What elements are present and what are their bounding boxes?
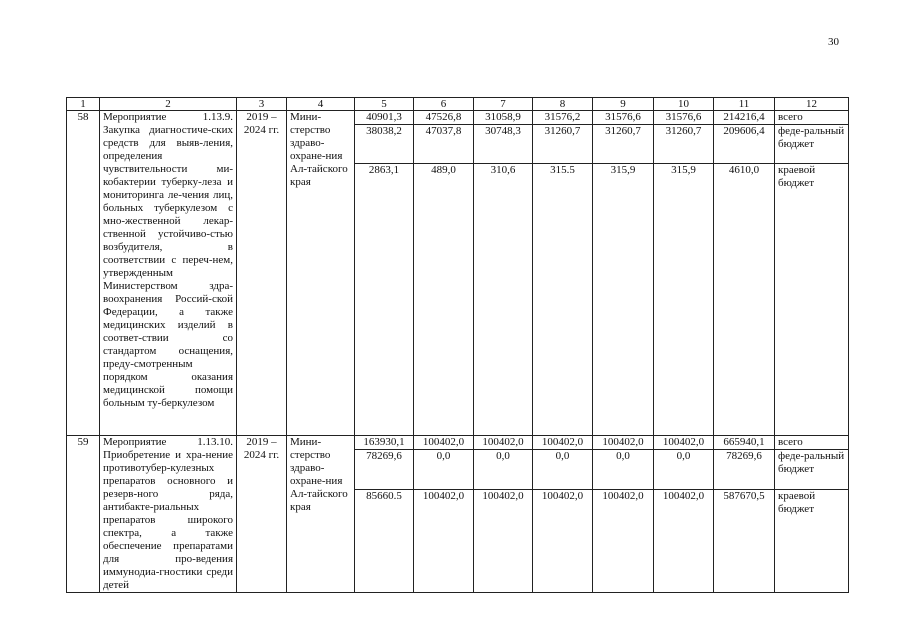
header-cell: 9 <box>593 98 654 111</box>
value-cell: 100402,0 <box>414 490 474 593</box>
header-cell: 8 <box>533 98 593 111</box>
value-cell: 31576,6 <box>593 111 654 125</box>
value-cell: 209606,4 <box>714 125 775 164</box>
value-cell: 100402,0 <box>654 436 714 450</box>
value-cell: 315,9 <box>654 164 714 436</box>
value-cell: 0,0 <box>474 450 533 490</box>
value-cell: 0,0 <box>414 450 474 490</box>
value-cell: 40901,3 <box>355 111 414 125</box>
value-cell: 0,0 <box>593 450 654 490</box>
value-cell: 163930,1 <box>355 436 414 450</box>
value-cell: 31260,7 <box>593 125 654 164</box>
header-cell: 6 <box>414 98 474 111</box>
value-cell: 489,0 <box>414 164 474 436</box>
row-number: 58 <box>67 111 100 436</box>
value-cell: 100402,0 <box>533 436 593 450</box>
value-cell: 100402,0 <box>414 436 474 450</box>
value-cell: 665940,1 <box>714 436 775 450</box>
row-number: 59 <box>67 436 100 593</box>
header-cell: 5 <box>355 98 414 111</box>
value-cell: 100402,0 <box>474 490 533 593</box>
period-cell: 2019 – 2024 гг. <box>237 111 287 436</box>
header-row <box>67 98 849 111</box>
period-cell: 2019 – 2024 гг. <box>237 436 287 593</box>
header-cell: 2 <box>100 98 237 111</box>
value-cell: 100402,0 <box>533 490 593 593</box>
value-cell: 85660.5 <box>355 490 414 593</box>
value-cell: 38038,2 <box>355 125 414 164</box>
value-cell: 31576,6 <box>654 111 714 125</box>
source-cell: всего <box>775 436 849 450</box>
value-cell: 100402,0 <box>593 436 654 450</box>
source-cell: феде-ральный бюджет <box>775 125 849 164</box>
source-cell: всего <box>775 111 849 125</box>
value-cell: 31260,7 <box>654 125 714 164</box>
measure-description: Мероприятие 1.13.9. Закупка диагностиче-ских средств для выяв-ления, определения чувствительности ми-кобактерии туберку-леза и мониторинга ле-чения лиц, больных туберкулезом с мно-жественной лекар-ственной устойчиво-стью возбудителя, в соответствии с переч-нем, утвержденным Министерством здра-воохранения Россий-ской Федерации, а также медицинских изделий в соответ-ствии со стандартом оснащения, преду-смотренным порядком оказания медицинской помощи больным ту-беркулезом <box>100 111 237 436</box>
value-cell: 0,0 <box>533 450 593 490</box>
value-cell: 78269,6 <box>714 450 775 490</box>
value-cell: 78269,6 <box>355 450 414 490</box>
value-cell: 30748,3 <box>474 125 533 164</box>
value-cell: 47526,8 <box>414 111 474 125</box>
value-cell: 214216,4 <box>714 111 775 125</box>
value-cell: 587670,5 <box>714 490 775 593</box>
value-cell: 100402,0 <box>474 436 533 450</box>
header-cell: 12 <box>775 98 849 111</box>
value-cell: 310,6 <box>474 164 533 436</box>
table-row <box>67 111 849 125</box>
value-cell: 4610,0 <box>714 164 775 436</box>
header-cell: 1 <box>67 98 100 111</box>
value-cell: 315,9 <box>593 164 654 436</box>
source-cell: феде-ральный бюджет <box>775 450 849 490</box>
value-cell: 31576,2 <box>533 111 593 125</box>
executor-cell: Мини-стерство здраво-охране-ния Ал-тайского края <box>287 111 355 436</box>
header-cell: 7 <box>474 98 533 111</box>
header-cell: 4 <box>287 98 355 111</box>
executor-cell: Мини-стерство здраво-охране-ния Ал-тайского края <box>287 436 355 593</box>
header-cell: 11 <box>714 98 775 111</box>
page-number: 30 <box>828 36 839 48</box>
table-row <box>67 436 849 450</box>
header-cell: 3 <box>237 98 287 111</box>
value-cell: 31260,7 <box>533 125 593 164</box>
value-cell: 315.5 <box>533 164 593 436</box>
header-cell: 10 <box>654 98 714 111</box>
source-cell: краевой бюджет <box>775 490 849 593</box>
value-cell: 100402,0 <box>593 490 654 593</box>
source-cell: краевой бюджет <box>775 164 849 436</box>
value-cell: 2863,1 <box>355 164 414 436</box>
value-cell: 100402,0 <box>654 490 714 593</box>
value-cell: 31058,9 <box>474 111 533 125</box>
measure-description: Мероприятие 1.13.10. Приобретение и хра-нение противотубер-кулезных препаратов основного и резерв-ного ряда, антибакте-риальных препаратов широкого спектра, а также обеспечение препаратами для про-ведения иммунодиа-гностики среди детей <box>100 436 237 593</box>
value-cell: 0,0 <box>654 450 714 490</box>
budget-table <box>66 97 849 593</box>
value-cell: 47037,8 <box>414 125 474 164</box>
